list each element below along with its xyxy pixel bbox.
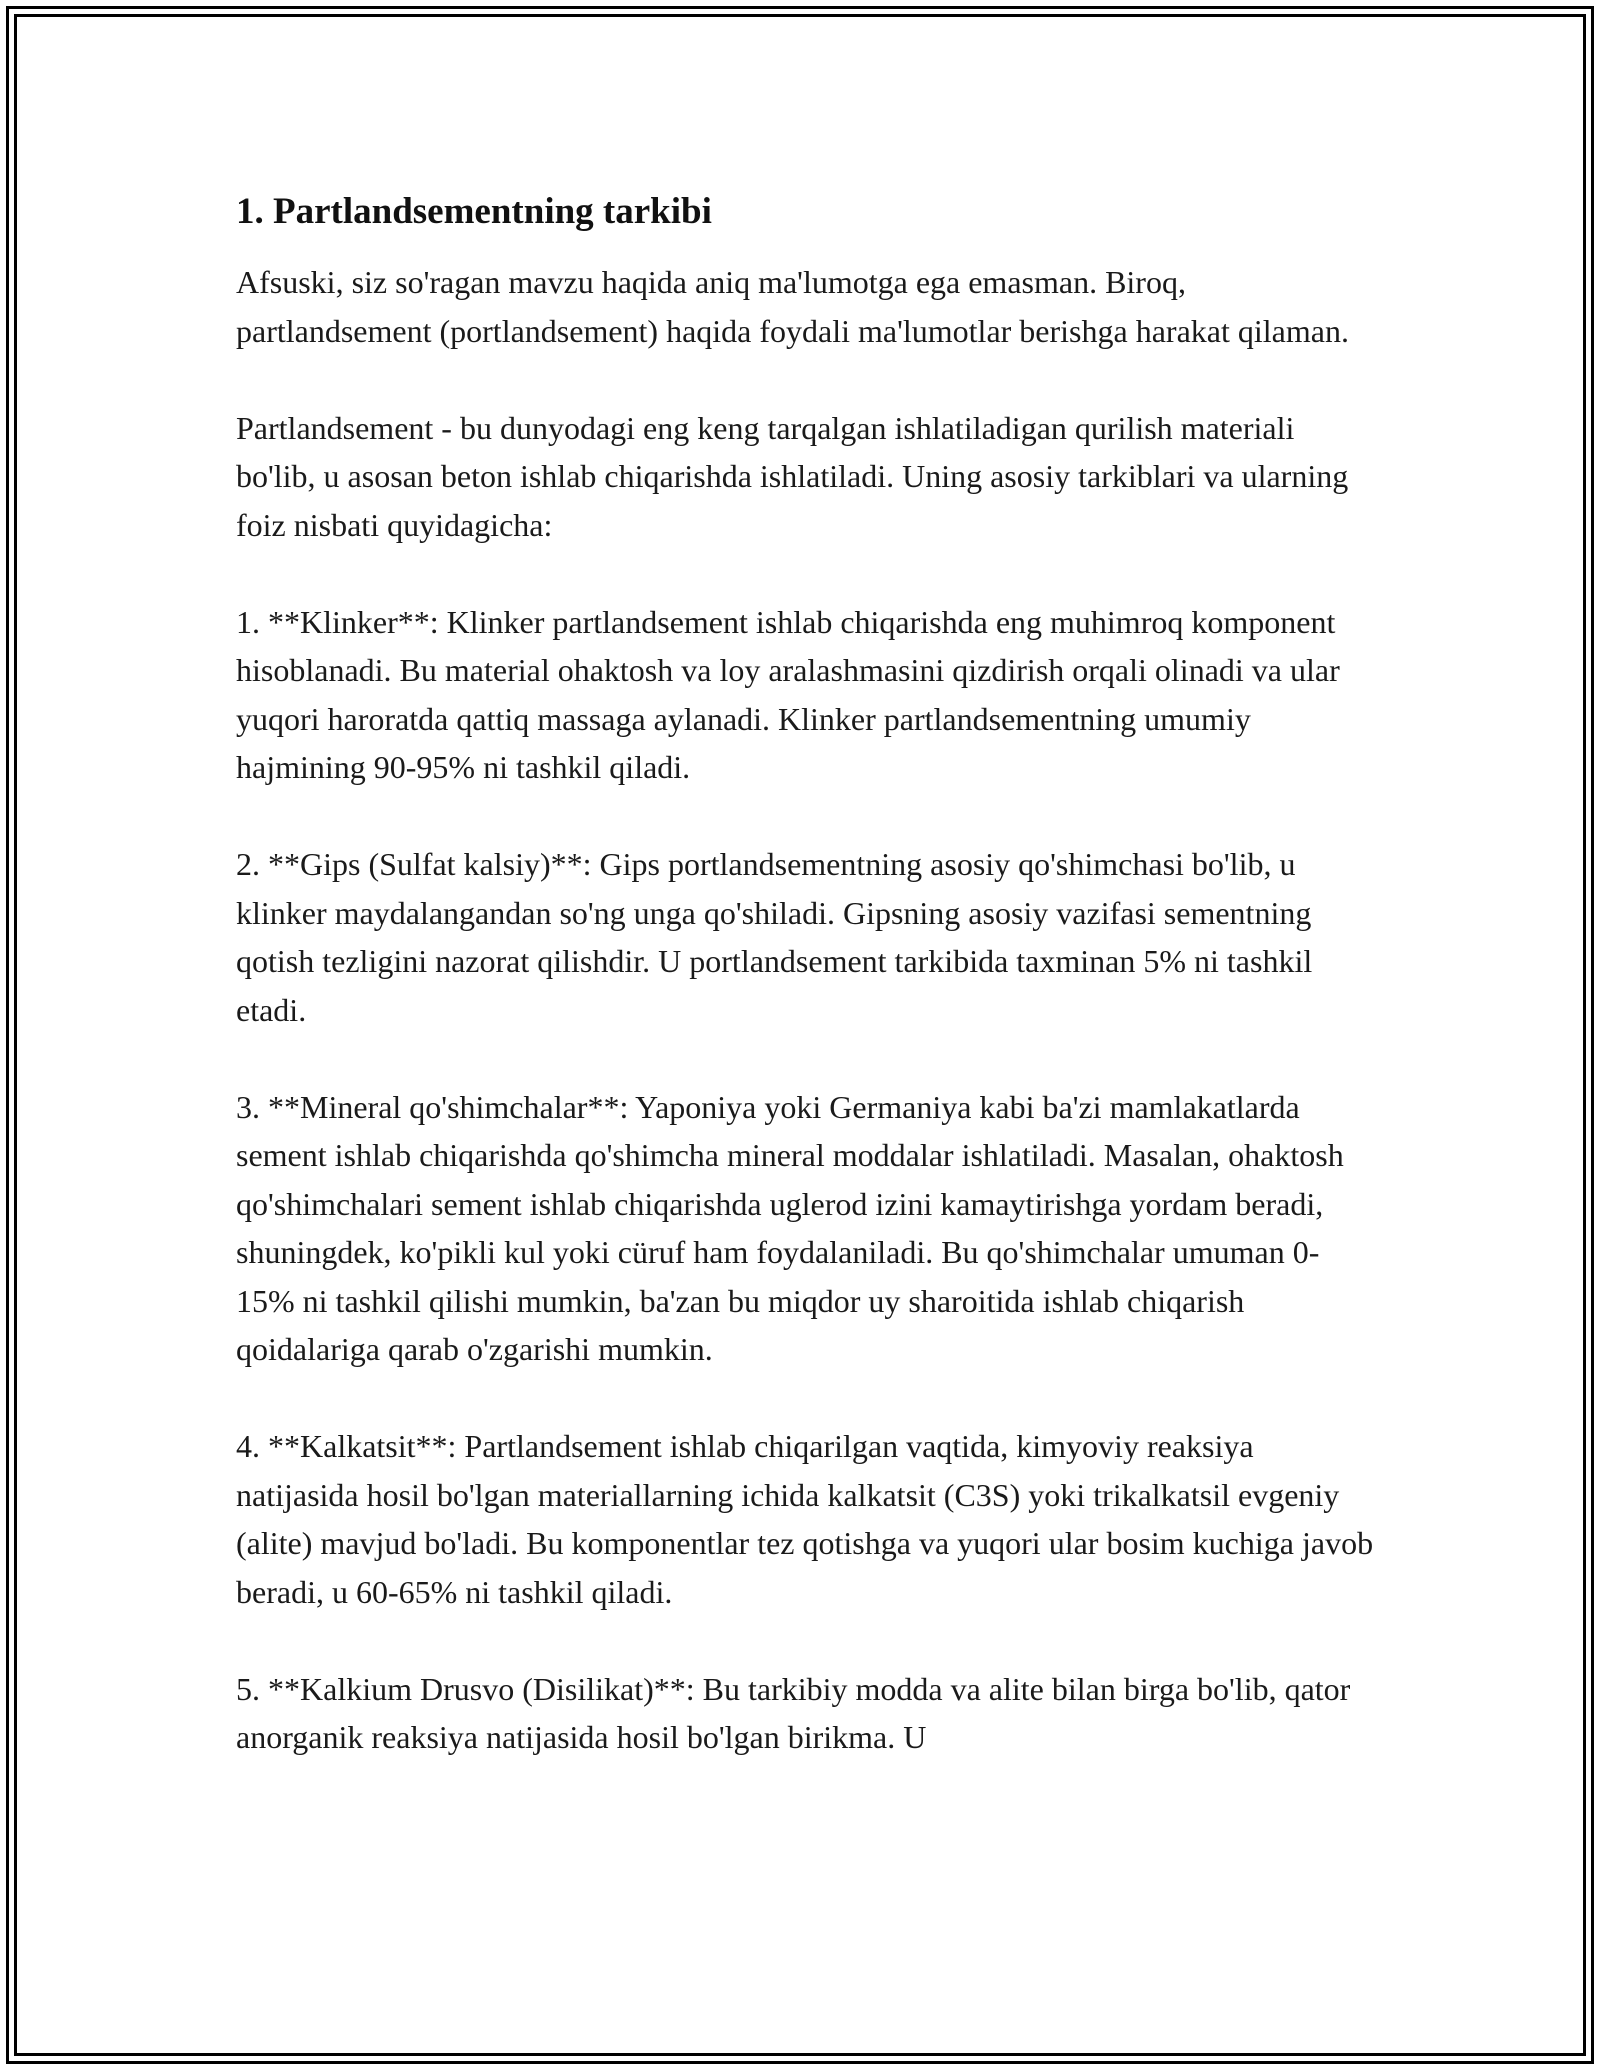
list-item-kalkatsit: 4. **Kalkatsit**: Partlandsement ishlab chiqarilgan vaqtida, kimyoviy reaksiya natijasida hosil bo'lgan materiallarning ichida kalkatsit (C3S) yoki trikalkatsil evgeniy (alite) mavjud bo'ladi. Bu komponentlar tez qotishga va yuqori ular bosim kuchiga javob beradi, u 60-65% ni tashkil qiladi. [236,1428,1374,1610]
paragraph-intro: Afsuski, siz so'ragan mavzu haqida aniq ma'lumotga ega emasman. Biroq, partlandsement (portlandsement) haqida foydali ma'lumotlar berishga harakat qilaman. [236,264,1349,349]
paragraph-overview: Partlandsement - bu dunyodagi eng keng tarqalgan ishlatiladigan qurilish materiali bo'lib, u asosan beton ishlab chiqarishda ishlatiladi. Uning asosiy tarkiblari va ularning foiz nisbati quyidagicha: [236,409,1349,543]
page-title: 1. Partlandsementning tarkibi [236,191,712,232]
list-item-kalkium: 5. **Kalkium Drusvo (Disilikat)**: Bu tarkibiy modda va alite bilan birga bo'lib, qator anorganik reaksiya natijasida hosil bo'lgan birikma. U [236,1670,1351,1755]
list-item-gips: 2. **Gips (Sulfat kalsiy)**: Gips portlandsementning asosiy qo'shimchasi bo'lib, u klinker maydalangandan so'ng unga qo'shiladi. Gipsning asosiy vazifasi sementning qotish tezligini nazorat qilishdir. U portlandsement tarkibida taxminan 5% ni tashkil etadi. [236,846,1313,1028]
list-item-klinker: 1. **Klinker**: Klinker partlandsement ishlab chiqarishda eng muhimroq komponent hisoblanadi. Bu material ohaktosh va loy aralashmasini qizdirish orqali olinadi va ular yuqori haroratda qattiq massaga aylanadi. Klinker partlandsementning umumiy hajmining 90-95% ni tashkil qiladi. [236,603,1340,785]
list-item-mineral: 3. **Mineral qo'shimchalar**: Yaponiya yoki Germaniya kabi ba'zi mamlakatlarda sement ishlab chiqarishda qo'shimcha mineral moddalar ishlatiladi. Masalan, ohaktosh qo'shimchalari sement ishlab chiqarishda uglerod izini kamaytirishga yordam beradi, shuningdek, ko'pikli kul yoki cüruf ham foydalaniladi. Bu qo'shimchalar umuman 0-15% ni tashkil qilishi mumkin, ba'zan bu miqdor uy sharoitida ishlab chiqarish qoidalariga qarab o'zgarishi mumkin. [236,1088,1344,1367]
document-body [236,186,1376,1762]
